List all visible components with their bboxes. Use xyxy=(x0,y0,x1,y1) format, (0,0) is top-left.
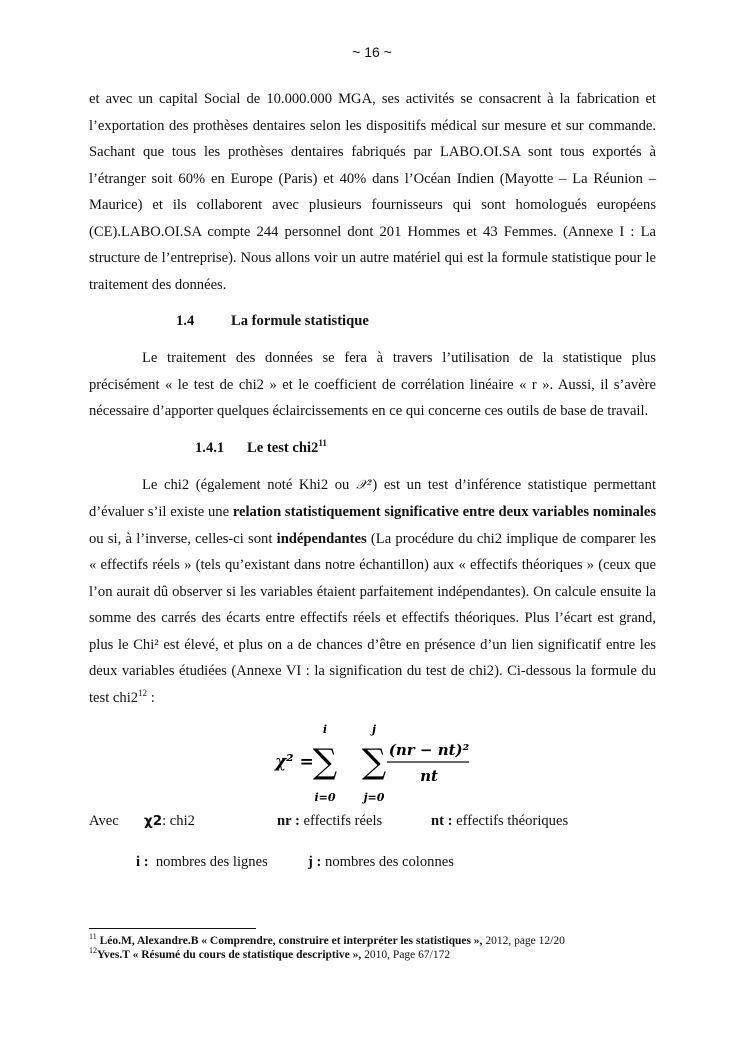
section-number: 1.4.1 xyxy=(195,439,225,456)
definitions-row-1 xyxy=(89,813,656,839)
term: i : xyxy=(136,854,149,870)
footnote-11 xyxy=(89,934,689,948)
desc: nombres des lignes xyxy=(148,854,268,870)
footnotes xyxy=(89,934,689,962)
term: j : xyxy=(308,854,322,870)
paragraph-company-description: et avec un capital Social de 10.000.000 MGA, ses activités se consacrent à la fabrication et l’exportation des prothèses dentaires selon les dispositifs médical sur mesure et sur commande. Sachant que tous les prothèses dentaires fabriqués par LABO.OI.SA sont tous exportés à l’étranger soit 60% en Europe (Paris) et 40% dans l’Océan Indien (Mayotte – La Réunion – Maurice) et ils collaborent avec plusieurs fournisseurs qui sont homologués européens (CE).LABO.OI.SA compte 244 personnel dont 201 Hommes et 43 Femmes. (Annexe I : La structure de l’entreprise). Nous allons voir un autre matériel qui est la formule statistique pour le traitement des données. xyxy=(89,91,656,293)
chi2-formula xyxy=(89,721,656,811)
fraction-denominator: nt xyxy=(420,767,438,785)
sum2-upper: j xyxy=(372,723,376,736)
sum1-upper: i xyxy=(322,723,328,736)
section-title: La formule statistique xyxy=(231,313,369,329)
footnote-number: 11 xyxy=(89,932,97,942)
section-heading-1-4-1 xyxy=(89,437,656,457)
section-number: 1.4 xyxy=(176,313,195,329)
sum1-symbol: ∑ xyxy=(312,742,338,782)
text: (La procédure du chi2 implique de comparer les « effectifs réels » (tels qu’existant dans notre échantillon) aux « effectifs théoriques » (ceux que l’on aurait dû observer si les variables étaient parfaitement indépendantes). On calcule ensuite la somme des carrés des écarts entre effectifs réels et effectifs théoriques. Plus l’écart est grand, plus le Chi² est élevé, et plus on a de chances d’être en présence d’un lien significatif entre les deux variables étudiées (Annexe VI : la signification du test de chi2). Ci-dessous la formule du test chi2 xyxy=(89,530,656,706)
footnote-separator xyxy=(89,928,256,929)
sum1-lower: i=0 xyxy=(314,791,336,804)
def-nr xyxy=(277,813,382,830)
page-body xyxy=(89,86,656,880)
footnote-ref: 12 xyxy=(138,687,148,698)
paragraph-statistics-intro: Le traitement des données se fera à travers l’utilisation de la statistique plus précisément « le test de chi2 » et le coefficient de corrélation linéaire « r ». Aussi, il s’avère nécessaire d’apporter quelques éclaircissements en ce qui concerne ces outils de base de travail. xyxy=(89,350,656,419)
footnote-details: 2012, page 12/20 xyxy=(482,935,565,947)
paragraph-chi2-description xyxy=(89,472,656,712)
definitions-row-2 xyxy=(89,854,656,880)
page-number: ~ 16 ~ xyxy=(352,44,392,60)
footnote-details: 2010, Page 67/172 xyxy=(361,949,451,961)
text: : xyxy=(147,689,155,706)
sum2-symbol: ∑ xyxy=(361,742,387,782)
section-title: Le test chi2 xyxy=(247,439,319,456)
avec-label: Avec xyxy=(89,813,119,829)
text: ou si, à l’inverse, celles-ci sont xyxy=(89,530,277,547)
footnote-ref: 11 xyxy=(318,437,327,448)
footnote-source: Yves.T « Résumé du cours de statistique descriptive », xyxy=(97,949,362,961)
footnote-number: 12 xyxy=(89,946,97,956)
term: nt : xyxy=(431,813,453,829)
bold-text: relation statistiquement significative entre deux variables nominales xyxy=(232,504,657,520)
section-heading-1-4 xyxy=(89,313,656,330)
sum2-lower: j=0 xyxy=(363,791,385,804)
def-j xyxy=(308,854,454,871)
def-i xyxy=(136,854,268,871)
def-nt xyxy=(431,813,568,830)
text: Le chi2 (également noté Khi2 ou xyxy=(142,476,356,493)
footnote-12 xyxy=(89,948,689,962)
text: ) est un test d’inférence statistique permettant d’évaluer s’il existe une xyxy=(89,476,657,520)
term: χ2 xyxy=(144,813,163,829)
footnote-source: Léo.M, Alexandre.B « Comprendre, construire et interpréter les statistiques », xyxy=(96,935,483,947)
def-chi2 xyxy=(144,813,195,830)
fraction-numerator: (nr − nt)² xyxy=(388,741,470,759)
chi-symbol: 𝒳² xyxy=(355,477,373,493)
term: nr : xyxy=(277,813,300,829)
formula-lhs: χ² = xyxy=(275,752,314,772)
desc: : chi2 xyxy=(162,813,195,829)
desc: nombres des colonnes xyxy=(321,854,454,870)
bold-text: indépendantes xyxy=(276,530,367,547)
desc: effectifs réels xyxy=(299,813,383,829)
desc: effectifs théoriques xyxy=(452,813,569,829)
